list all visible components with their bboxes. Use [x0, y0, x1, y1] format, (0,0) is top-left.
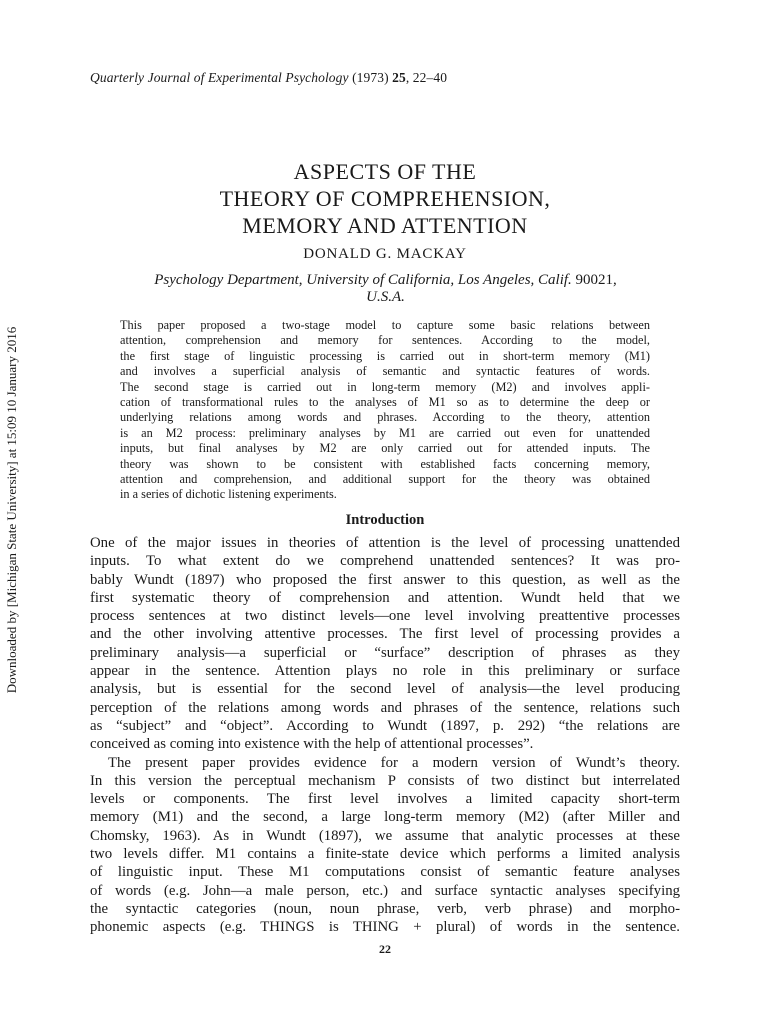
body-line: first systematic theory of comprehension and attention. Wundt held that we	[90, 589, 680, 606]
page-number: 22	[379, 942, 391, 956]
journal-volume: 25	[392, 70, 406, 85]
abstract-line: and involves a superficial analysis of semantic and syntactic features of words.	[120, 364, 650, 379]
body-line: conceived as coming into existence with the help of attentional processes”.	[90, 736, 534, 753]
journal-header	[90, 70, 447, 86]
abstract-line: theory was shown to be consistent with established facts concerning memory,	[120, 456, 650, 471]
body-line: One of the major issues in theories of attention is the level of processing unattended	[90, 535, 680, 551]
abstract-line: attention, comprehension and memory for sentences. According to the model,	[120, 333, 650, 348]
title-line: THEORY OF COMPREHENSION,	[219, 186, 551, 211]
body-line: phonemic aspects (e.g. THINGS is THING + plural) of words in the sentence.	[90, 919, 680, 936]
body-line: The present paper provides evidence for a modern version of Wundt’s theory.	[108, 754, 680, 771]
abstract-line: attention and comprehension, and additional support for the theory was obtained	[120, 472, 650, 487]
download-stamp-text: Downloaded by [Michigan State University] at 15:09 10 January 2016	[4, 326, 19, 694]
body-line: In this version the perceptual mechanism P consists of two distinct but interrelated	[90, 772, 680, 789]
body-line: levels or components. The first level involves a limited capacity short-term	[90, 791, 680, 808]
body-line: inputs. To what extent do we comprehend unattended sentences? It was pro-	[90, 553, 680, 570]
affiliation-line-1: Psychology Department, University of California, Los Angeles, Calif.	[154, 272, 572, 288]
body-line: Chomsky, 1963). As in Wundt (1897), we assume that analytic processes at these	[90, 827, 680, 844]
section-heading-introduction: Introduction	[345, 512, 425, 528]
journal-name: Quarterly Journal of Experimental Psychology	[90, 70, 349, 85]
body-line: and the other involving attentive processes. The first level of processing provides a	[90, 626, 680, 643]
body-line: perception of the relations among words and phrases of the sentence, relations such	[90, 699, 680, 716]
abstract	[120, 318, 650, 503]
affiliation-line-2: U.S.A.	[366, 289, 405, 305]
body-line: of words (e.g. John—a male person, etc.) and surface syntactic analyses specifying	[90, 882, 680, 899]
body-line: the syntactic categories (noun, noun phrase, verb, verb phrase) and morpho-	[90, 900, 680, 917]
body-line: appear in the sentence. Attention plays no role in this preliminary or surface	[90, 663, 680, 680]
abstract-line: in a series of dichotic listening experiments.	[120, 487, 337, 502]
affiliation-zip: 90021,	[571, 272, 617, 288]
download-stamp	[2, 300, 22, 720]
abstract-line: inputs, but final analyses by M2 are only carried out for attended inputs. The	[120, 441, 650, 456]
author-affiliation	[108, 272, 663, 306]
author-name: DONALD G. MACKAY	[303, 246, 467, 262]
title-line: ASPECTS OF THE	[293, 159, 477, 184]
body-line: analysis, but is essential for the second level of analysis—the level producing	[90, 681, 680, 698]
body-line: preliminary analysis—a superficial or “surface” description of phrases as they	[90, 644, 680, 661]
body-line: two levels differ. M1 contains a finite-state device which performs a limited analysis	[90, 846, 680, 863]
body-line: as “subject” and “object”. According to Wundt (1897, p. 292) “the relations are	[90, 717, 680, 734]
body-text	[90, 534, 680, 937]
abstract-line: is an M2 process: preliminary analyses by M1 are carried out even for unattended	[120, 425, 650, 440]
body-line: bably Wundt (1897) who proposed the first answer to this question, as well as the	[90, 571, 680, 588]
title-line: MEMORY AND ATTENTION	[242, 213, 528, 238]
abstract-line: underlying relations among words and phrases. According to the theory, attention	[120, 410, 650, 425]
journal-pages: , 22–40	[405, 70, 448, 85]
body-line: of linguistic input. These M1 computations consist of semantic feature analyses	[90, 864, 680, 881]
paper-title	[90, 158, 680, 239]
journal-year: (1973)	[352, 70, 389, 85]
abstract-line: the first stage of linguistic processing is carried out in short-term memory (M1)	[120, 348, 650, 363]
abstract-line: The second stage is carried out in long-term memory (M2) and involves appli-	[120, 379, 650, 394]
body-line: process sentences at two distinct levels—one level involving preattentive processes	[90, 608, 680, 625]
abstract-line: This paper proposed a two-stage model to capture some basic relations between	[120, 318, 650, 332]
abstract-line: cation of transformational rules to the analyses of M1 so as to determine the deep or	[120, 395, 650, 410]
body-line: memory (M1) and the second, a large long-term memory (M2) (after Miller and	[90, 809, 680, 826]
